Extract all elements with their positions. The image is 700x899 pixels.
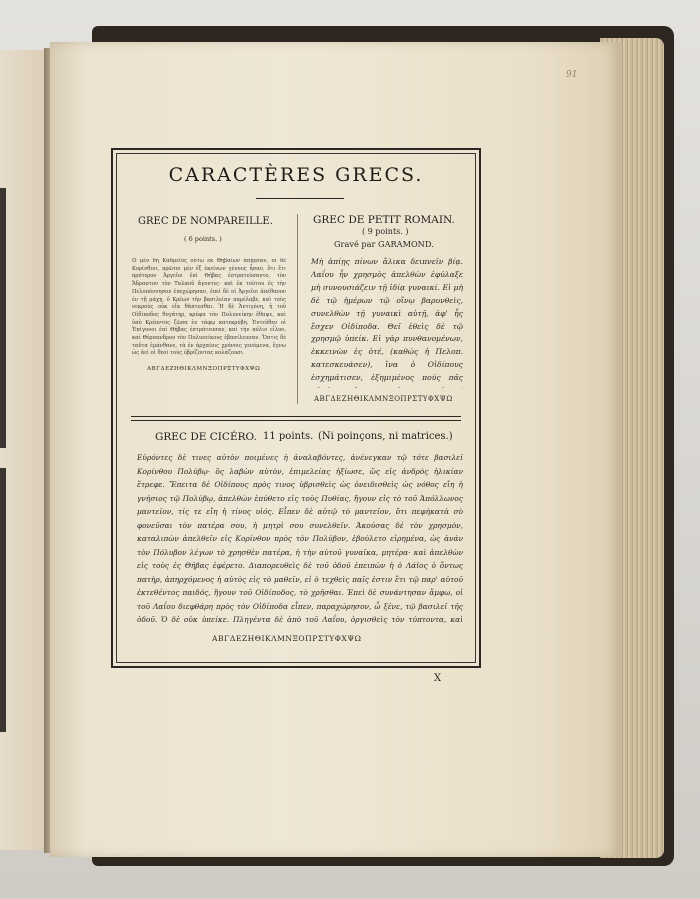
signature-mark: X [434,673,442,684]
nompareille-alphabet: ΑΒΓΔΕΖΗΘΙΚΛΜΝΞΟΠΡΣΤΥΦΧΨΩ [147,366,261,372]
page-title: CARACTÈRES GRECS. [168,164,424,186]
cicero-title: GREC DE CICÉRO. [155,431,257,443]
cicero-note: (Ni poinçons, ni matrices.) [318,431,453,442]
cicero-sample: Εὑρόντες δὲ τινες αὐτὸν ποιμένες ἡ ἀναλαβόντες, ἀνένεγκαν τῷ τότε βασιλεῖ Κορίνθου Πολύβῳ· ὃς λαβὼν αὐτὸν, ἐπιμελείας ἠξίωσε, ὥς εἰς ἀνδρὸς ἡλικίαν ἔτρεφε. Ἔπειτα δὲ Οἰδίπους πρὸς τινος ὑβρισθεὶς ὡς ὀνειδισθεὶς ὡς νόθος εἴη ἡ γνήσιος τῷ Πολύβῳ, ἀπελθὼν ἐπύθετο εἰς τοὺς Πυθίας, ἤγουν εἰς τὸ τοῦ Ἀπόλλωνος μαντεῖον, τίς τε εἴη ἡ τίνος υἱός. Εἶπεν δὲ αὐτῷ τὸ μαντεῖον, ὅτι πεφήκατὰ σὺ φονεῦσαι τὸν πατέρα σου, ἡ μητρὶ σου συνελθεῖν. Ἀκούσας δὲ τὸν χρησμὸν, καταλιπὼν ἀπελθεῖν εἰς Κορίνθον πρὸς τὸν Πολύβον, ἐβούλετο εἰρημένα, ὡς ἀνάν τὸν Πόλυβον λέγων τὸ χρησθὲν πατέρα, ἡ τὴν αὐτοῦ γυναῖκα, μητέρα· καὶ ἀπελθὼν εἰς τοὺς ἐς Θήβας ἐφέρετο. Διαπορευθεὶς δὲ τοῦ ὁδοῦ ἐπειπὼν ἡ ὁ Λάϊος ὁ ὄντως πατὴρ, ἀπηρχόμενος ἡ αὐτὸς εἰς τὸ μαθεῖν, εἰ ὁ τεχθεὶς παῖς ἐστιν ἔτι τῷ παρ' αὐτοῦ ἐκτεθέντος παιδός, ἤγουν τοῦ Οἰδίποδος, τὸ χρῆσθαι. Ἐπεὶ δὲ συνάντησαν ἄμφω, οἱ τοῦ Λαΐου διεφθάρη πρὸς τὸν Οἰδίποδα εἶπεν, παραχώρησον, ὦ ξένε, τῷ βασιλεῖ τῆς ὁδοῦ. Ὁ δὲ οὐκ ὑπείκε. Πληγέντα δὲ ἀπὸ τοῦ Λαΐου, ὀργισθεὶς τὸν τύπτοντα, καὶ [137,453,463,624]
petit-romain-credit: Gravé par GARAMOND. [334,239,434,249]
nompareille-title: GREC DE NOMPAREILLE. [138,216,273,227]
page-number: 91 [566,70,578,80]
cicero-size: 11 points. [263,431,314,442]
section-rule [131,416,461,421]
column-divider [297,214,298,404]
petit-romain-alphabet: ΑΒΓΔΕΖΗΘΙΚΛΜΝΞΟΠΡΣΤΥΦΧΨΩ [314,395,453,403]
cicero-alphabet: ΑΒΓΔΕΖΗΘΙΚΛΜΝΞΟΠΡΣΤΥΦΧΨΩ [212,634,362,643]
nompareille-size: ( 6 points. ) [184,235,222,243]
petit-romain-size: ( 9 points. ) [362,227,409,236]
petit-romain-title: GREC DE PETIT ROMAIN. [313,214,455,226]
nompareille-sample: Ὁ μὲν δὴ Καδμεῖος οὕτω ἐκ Θηβαίων ἀπῄεσαν, οἱ δὲ Κορίνθιοι, πρῶτοι μὲν ἐξ ἐκείνων γένους ἦσαν, ὅτι ἔτι πρότερον Ἀργεῖοι ἐπὶ Θήβας ἐστρατεύσαντο, τὸν Ἄδραστον τὸν Ταλαοῦ ἄγοντες· καὶ ἐκ τούτου ἐς τὴν Πελοπόννησον ἐπεχώρησαν, ἐπεὶ δὲ οἱ Ἀργεῖοι ἀπέθανον ἐν τῇ μάχῃ, ὁ Κρέων τὴν βασιλείαν παρέλαβε, καὶ τοὺς νεκροὺς οὐκ εἴα θάπτεσθαι. Ἡ δὲ Ἀντιγόνη, ἡ τοῦ Οἰδίποδος θυγάτηρ, κρύφα τὸν Πολυνείκην ἔθαψε, καὶ ὑπὸ Κρέοντος ζῶσα ἐν τάφῳ κατεκρύβη. Ἐντεῦθεν οἱ Ἐπίγονοι ἐπὶ Θήβας ἐστράτευσαν, καὶ τὴν πόλιν εἷλον, καὶ Θέρσανδρον τὸν Πολυνείκους ἐβασίλευσαν. Ὅστις δὲ ταῦτα ἐμάνθανε, τὰ ἐν ἀρχαίοις χρόνοις γενόμενα, ἔγνω ὡς ἀεὶ οἱ θεοὶ τοὺς ὑβρίζοντας κολάζουσι. [132,258,286,357]
title-rule [256,198,344,199]
left-page [0,50,47,850]
petit-romain-sample: Μὴ ἀπίῃς πίνων ἄλικα δειπνεῖν βίᾳ. Λαΐου ἦν χρησμὸς ἀπελθὼν ἐφύλαξε μὴ συνουσιάζειν τῇ ἰδίᾳ γυναικί. Εἰ μὴ δὲ τῷ ἡμέρων τῷ οἴνῳ βαρυνθεὶς, συνελθὼν τῇ γυναικὶ αὐτῇ, ἀφ' ἧς ἔσχεν Οἰδίποδα. Θεῖ ἐθεὶς δὲ τῷ χρησμῷ ὑπείκ. Εἰ γὰρ πυνθανομένων, ἐκκεινὼν ἐς ὁτέ, (καθώς ἡ Πελοπ. κατεσκευάσεν), ἵνα ὁ Οἰδίπους ἐσχημάτισεν, ἐξημιμένος πούς πᾶς [311,257,463,383]
